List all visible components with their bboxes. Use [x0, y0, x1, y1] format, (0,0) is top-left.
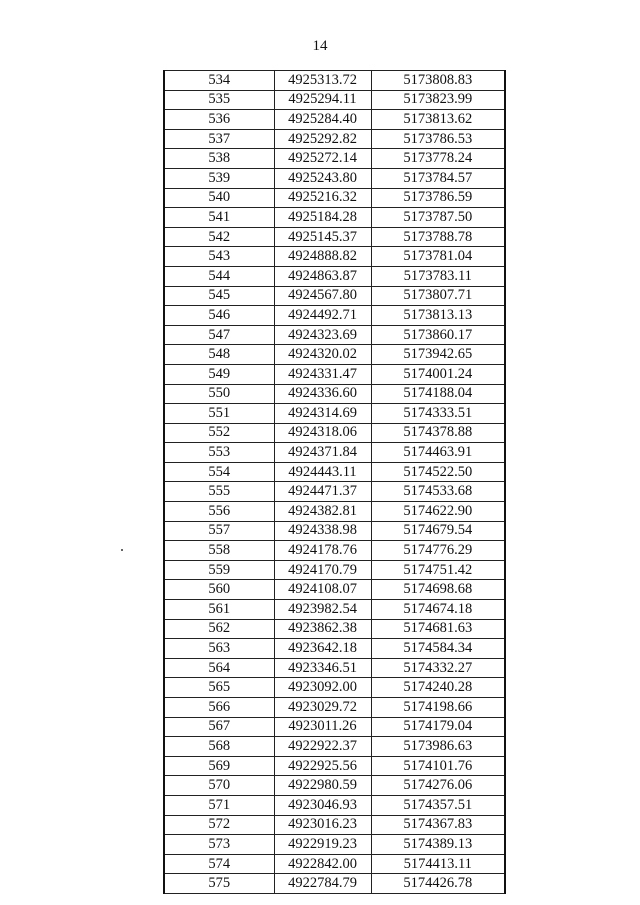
point-number-cell: 534 — [164, 71, 274, 91]
y-coordinate-cell: 5174679.54 — [371, 521, 505, 541]
x-coordinate-cell: 4924320.02 — [274, 345, 371, 365]
point-number-cell: 537 — [164, 129, 274, 149]
y-coordinate-cell: 5173787.50 — [371, 208, 505, 228]
table-row — [164, 776, 505, 796]
x-coordinate-cell: 4925216.32 — [274, 188, 371, 208]
point-number-cell: 575 — [164, 874, 274, 894]
table-row — [164, 345, 505, 365]
table-row — [164, 658, 505, 678]
table-row — [164, 90, 505, 110]
point-number-cell: 568 — [164, 737, 274, 757]
x-coordinate-cell: 4922919.23 — [274, 835, 371, 855]
y-coordinate-cell: 5174622.90 — [371, 502, 505, 522]
point-number-cell: 536 — [164, 110, 274, 130]
point-number-cell: 570 — [164, 776, 274, 796]
point-number-cell: 535 — [164, 90, 274, 110]
table-row — [164, 815, 505, 835]
y-coordinate-cell: 5173786.53 — [371, 129, 505, 149]
x-coordinate-cell: 4923642.18 — [274, 639, 371, 659]
x-coordinate-cell: 4925184.28 — [274, 208, 371, 228]
table-row — [164, 364, 505, 384]
y-coordinate-cell: 5173807.71 — [371, 286, 505, 306]
y-coordinate-cell: 5174276.06 — [371, 776, 505, 796]
point-number-cell: 546 — [164, 306, 274, 326]
y-coordinate-cell: 5174378.88 — [371, 423, 505, 443]
table-row — [164, 129, 505, 149]
point-number-cell: 567 — [164, 717, 274, 737]
point-number-cell: 552 — [164, 423, 274, 443]
table-row — [164, 266, 505, 286]
point-number-cell: 559 — [164, 560, 274, 580]
table-row — [164, 443, 505, 463]
x-coordinate-cell: 4924170.79 — [274, 560, 371, 580]
y-coordinate-cell: 5173823.99 — [371, 90, 505, 110]
y-coordinate-cell: 5174367.83 — [371, 815, 505, 835]
y-coordinate-cell: 5174751.42 — [371, 560, 505, 580]
y-coordinate-cell: 5174776.29 — [371, 541, 505, 561]
point-number-cell: 557 — [164, 521, 274, 541]
x-coordinate-cell: 4923029.72 — [274, 698, 371, 718]
point-number-cell: 574 — [164, 854, 274, 874]
x-coordinate-cell: 4925145.37 — [274, 227, 371, 247]
x-coordinate-cell: 4924178.76 — [274, 541, 371, 561]
x-coordinate-cell: 4924336.60 — [274, 384, 371, 404]
table-row — [164, 110, 505, 130]
x-coordinate-cell: 4925272.14 — [274, 149, 371, 169]
x-coordinate-cell: 4922784.79 — [274, 874, 371, 894]
table-row — [164, 188, 505, 208]
y-coordinate-cell: 5174681.63 — [371, 619, 505, 639]
y-coordinate-cell: 5174001.24 — [371, 364, 505, 384]
table-row — [164, 678, 505, 698]
y-coordinate-cell: 5174533.68 — [371, 482, 505, 502]
x-coordinate-cell: 4922922.37 — [274, 737, 371, 757]
point-number-cell: 565 — [164, 678, 274, 698]
point-number-cell: 544 — [164, 266, 274, 286]
y-coordinate-cell: 5173786.59 — [371, 188, 505, 208]
x-coordinate-cell: 4925313.72 — [274, 71, 371, 91]
x-coordinate-cell: 4925292.82 — [274, 129, 371, 149]
x-coordinate-cell: 4923862.38 — [274, 619, 371, 639]
point-number-cell: 566 — [164, 698, 274, 718]
table-row — [164, 423, 505, 443]
point-number-cell: 573 — [164, 835, 274, 855]
point-number-cell: 564 — [164, 658, 274, 678]
table-row — [164, 168, 505, 188]
y-coordinate-cell: 5174426.78 — [371, 874, 505, 894]
x-coordinate-cell: 4925284.40 — [274, 110, 371, 130]
y-coordinate-cell: 5174463.91 — [371, 443, 505, 463]
table-row — [164, 149, 505, 169]
table-row — [164, 208, 505, 228]
table-row — [164, 227, 505, 247]
point-number-cell: 551 — [164, 404, 274, 424]
x-coordinate-cell: 4924382.81 — [274, 502, 371, 522]
x-coordinate-cell: 4923092.00 — [274, 678, 371, 698]
point-number-cell: 561 — [164, 600, 274, 620]
point-number-cell: 560 — [164, 580, 274, 600]
x-coordinate-cell: 4922925.56 — [274, 756, 371, 776]
x-coordinate-cell: 4923982.54 — [274, 600, 371, 620]
y-coordinate-cell: 5174584.34 — [371, 639, 505, 659]
y-coordinate-cell: 5174522.50 — [371, 462, 505, 482]
y-coordinate-cell: 5173808.83 — [371, 71, 505, 91]
x-coordinate-cell: 4923011.26 — [274, 717, 371, 737]
point-number-cell: 538 — [164, 149, 274, 169]
table-row — [164, 325, 505, 345]
x-coordinate-cell: 4924371.84 — [274, 443, 371, 463]
x-coordinate-cell: 4925294.11 — [274, 90, 371, 110]
point-number-cell: 555 — [164, 482, 274, 502]
table-row — [164, 795, 505, 815]
x-coordinate-cell: 4922980.59 — [274, 776, 371, 796]
y-coordinate-cell: 5173781.04 — [371, 247, 505, 267]
table-row — [164, 854, 505, 874]
y-coordinate-cell: 5174333.51 — [371, 404, 505, 424]
point-number-cell: 547 — [164, 325, 274, 345]
y-coordinate-cell: 5173788.78 — [371, 227, 505, 247]
point-number-cell: 554 — [164, 462, 274, 482]
x-coordinate-cell: 4924323.69 — [274, 325, 371, 345]
y-coordinate-cell: 5174357.51 — [371, 795, 505, 815]
x-coordinate-cell: 4924471.37 — [274, 482, 371, 502]
table-row — [164, 717, 505, 737]
table-row — [164, 560, 505, 580]
x-coordinate-cell: 4924338.98 — [274, 521, 371, 541]
y-coordinate-cell: 5173942.65 — [371, 345, 505, 365]
page-number: 14 — [312, 38, 328, 54]
y-coordinate-cell: 5173986.63 — [371, 737, 505, 757]
y-coordinate-cell: 5174332.27 — [371, 658, 505, 678]
y-coordinate-cell: 5174101.76 — [371, 756, 505, 776]
point-number-cell: 549 — [164, 364, 274, 384]
point-number-cell: 558 — [164, 541, 274, 561]
coordinates-table-body — [164, 71, 505, 894]
scan-speck — [121, 549, 123, 551]
x-coordinate-cell: 4924567.80 — [274, 286, 371, 306]
y-coordinate-cell: 5174188.04 — [371, 384, 505, 404]
coordinates-table — [163, 70, 506, 894]
table-row — [164, 619, 505, 639]
table-row — [164, 835, 505, 855]
table-row — [164, 247, 505, 267]
table-row — [164, 580, 505, 600]
table-row — [164, 698, 505, 718]
table-row — [164, 502, 505, 522]
point-number-cell: 556 — [164, 502, 274, 522]
table-row — [164, 71, 505, 91]
point-number-cell: 553 — [164, 443, 274, 463]
x-coordinate-cell: 4924331.47 — [274, 364, 371, 384]
y-coordinate-cell: 5173813.13 — [371, 306, 505, 326]
table-row — [164, 286, 505, 306]
y-coordinate-cell: 5174413.11 — [371, 854, 505, 874]
x-coordinate-cell: 4925243.80 — [274, 168, 371, 188]
y-coordinate-cell: 5174179.04 — [371, 717, 505, 737]
point-number-cell: 548 — [164, 345, 274, 365]
point-number-cell: 540 — [164, 188, 274, 208]
y-coordinate-cell: 5173813.62 — [371, 110, 505, 130]
table-row — [164, 521, 505, 541]
y-coordinate-cell: 5173860.17 — [371, 325, 505, 345]
point-number-cell: 572 — [164, 815, 274, 835]
y-coordinate-cell: 5173784.57 — [371, 168, 505, 188]
x-coordinate-cell: 4924443.11 — [274, 462, 371, 482]
point-number-cell: 571 — [164, 795, 274, 815]
y-coordinate-cell: 5174198.66 — [371, 698, 505, 718]
table-row — [164, 462, 505, 482]
table-row — [164, 600, 505, 620]
point-number-cell: 542 — [164, 227, 274, 247]
point-number-cell: 550 — [164, 384, 274, 404]
x-coordinate-cell: 4922842.00 — [274, 854, 371, 874]
table-row — [164, 639, 505, 659]
y-coordinate-cell: 5173783.11 — [371, 266, 505, 286]
table-row — [164, 874, 505, 894]
y-coordinate-cell: 5174389.13 — [371, 835, 505, 855]
y-coordinate-cell: 5174674.18 — [371, 600, 505, 620]
point-number-cell: 562 — [164, 619, 274, 639]
x-coordinate-cell: 4924318.06 — [274, 423, 371, 443]
point-number-cell: 543 — [164, 247, 274, 267]
x-coordinate-cell: 4924863.87 — [274, 266, 371, 286]
table-row — [164, 482, 505, 502]
x-coordinate-cell: 4924888.82 — [274, 247, 371, 267]
table-row — [164, 756, 505, 776]
table-row — [164, 404, 505, 424]
table-row — [164, 541, 505, 561]
y-coordinate-cell: 5174698.68 — [371, 580, 505, 600]
point-number-cell: 569 — [164, 756, 274, 776]
point-number-cell: 545 — [164, 286, 274, 306]
point-number-cell: 539 — [164, 168, 274, 188]
x-coordinate-cell: 4923016.23 — [274, 815, 371, 835]
x-coordinate-cell: 4923046.93 — [274, 795, 371, 815]
table-row — [164, 384, 505, 404]
x-coordinate-cell: 4924314.69 — [274, 404, 371, 424]
x-coordinate-cell: 4924108.07 — [274, 580, 371, 600]
x-coordinate-cell: 4924492.71 — [274, 306, 371, 326]
x-coordinate-cell: 4923346.51 — [274, 658, 371, 678]
y-coordinate-cell: 5173778.24 — [371, 149, 505, 169]
table-row — [164, 737, 505, 757]
y-coordinate-cell: 5174240.28 — [371, 678, 505, 698]
point-number-cell: 563 — [164, 639, 274, 659]
point-number-cell: 541 — [164, 208, 274, 228]
table-row — [164, 306, 505, 326]
